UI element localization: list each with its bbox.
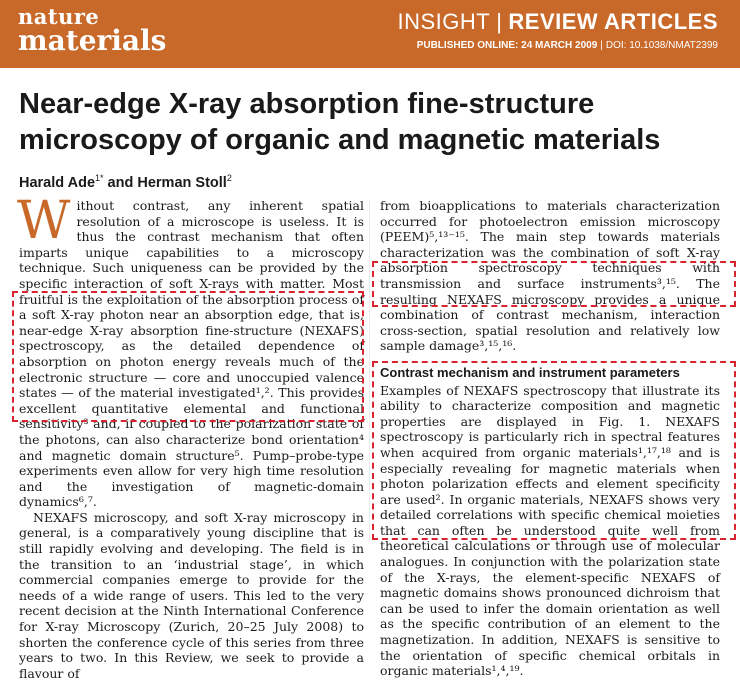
left-text-column xyxy=(17,191,364,681)
section-review-articles: REVIEW ARTICLES xyxy=(508,9,718,34)
logo-line-materials: materials xyxy=(18,24,167,57)
author-1-affiliation: 1* xyxy=(95,173,104,183)
doi-link[interactable]: DOI: 10.1038/NMAT2399 xyxy=(605,40,718,51)
body-paragraph: NEXAFS microscopy, and soft X-ray microscopy in general, is a comparatively young discipline that is still rapidly evolving and developing. The field is in the transition to an ‘industrial stage’, in which commercial companies emerge to provide for the needs of a wide range of users. This led to the very recent decision at the Ninth International Conference for X-ray Microscopy (Zurich, 20–25 July 2008) to shorten the conference cycle of this series from three years to two. In this Review, we seek to provide a flavour of xyxy=(19,509,364,681)
publication-info xyxy=(397,40,718,51)
section-title xyxy=(397,9,718,35)
journal-logo xyxy=(18,6,166,55)
author-2-affiliation: 2 xyxy=(226,173,232,183)
contrast-paragraph: Examples of NEXAFS spectroscopy that illustrate its ability to characterize composition and magnetic properties are displayed in Fig. 1. NEXAFS spectroscopy is particularly rich in spectral features when acquired from organic materials¹,¹⁷,¹⁸ and is especially revealing for magnetic materials when photon polarization effects and element specificity are used². In organic materials, NEXAFS shows very detailed correlations with specific chemical moieties that can often be understood quite well from theoretical calculations or through use of molecular analogues. In conjunction with the polarization state of the X-rays, the element-specific NEXAFS of magnetic domains shows pronounced dichroism that can be used to infer the domain orientation as well as the specific contribution of an element to the magnetization. In addition, NEXAFS is sensitive to the orientation of specific chemical orbitals in organic materials¹,⁴,¹⁹. xyxy=(380,382,720,679)
highlight-box-left xyxy=(12,291,364,422)
intro-paragraph-text: ithout contrast, any inherent spatial resolution of a microscope is useless. It is thus the contrast mechanism that often imparts unique capabilities to a microscopy technique. Such uniqueness can be provided by the specific interaction of soft X-rays with matter. Most fruitful is the exploitation of the absorption process of a soft X-ray photon near an absorption edge, that is, near-edge X-ray absorption fine-structure (NEXAFS) spectroscopy, as the detailed dependence of absorption on photon energy reveals much of the electronic structure — core and unoccupied valence states — of the material investigated¹,². This provides excellent quantitative elemental and functional sensitivity³ and, if coupled to the polarization state of the photons, can also characterize bond orientation⁴ and magnetic domain structure⁵. Pump–probe-type experiments even allow for very high time resolution and the investigation of magnetic-domain dynamics⁶,⁷. xyxy=(19,198,364,510)
author-2[interactable]: Herman Stoll xyxy=(137,174,227,191)
article-title: Near-edge X-ray absorption fine-structure microscopy of organic and magnetic materials xyxy=(19,88,661,156)
journal-header xyxy=(0,0,740,68)
logo-line-nature: nature xyxy=(18,4,100,29)
highlight-box-right-bottom xyxy=(372,361,736,540)
author-conjunction: and xyxy=(103,174,138,191)
section-separator: | xyxy=(496,9,503,34)
article-authors xyxy=(19,173,232,191)
published-date: PUBLISHED ONLINE: 24 MARCH 2009 xyxy=(416,40,598,51)
body-paragraph-continued: from bioapplications to materials characterization occurred for photoelectron emission microscopy (PEEM)⁵,¹³⁻¹⁵. The main step towards materials characterization was the combination of soft X-ray absorption spectroscopy techniques with transmission and surface instruments³,¹⁵. The resulting NEXAFS microscopy provides a unique combination of contrast mechanism, interaction cross-section, spatial resolution and relatively low sample damage³,¹⁵,¹⁶. xyxy=(380,198,720,354)
highlight-box-right-top xyxy=(372,261,736,307)
publication-separator: | xyxy=(600,40,603,51)
section-insight: INSIGHT xyxy=(397,9,491,34)
author-1[interactable]: Harald Ade xyxy=(19,174,96,191)
column-divider xyxy=(369,200,370,540)
drop-cap: W xyxy=(17,191,71,251)
section-subheading: Contrast mechanism and instrument parameters xyxy=(380,364,680,380)
header-section-info xyxy=(397,9,718,51)
